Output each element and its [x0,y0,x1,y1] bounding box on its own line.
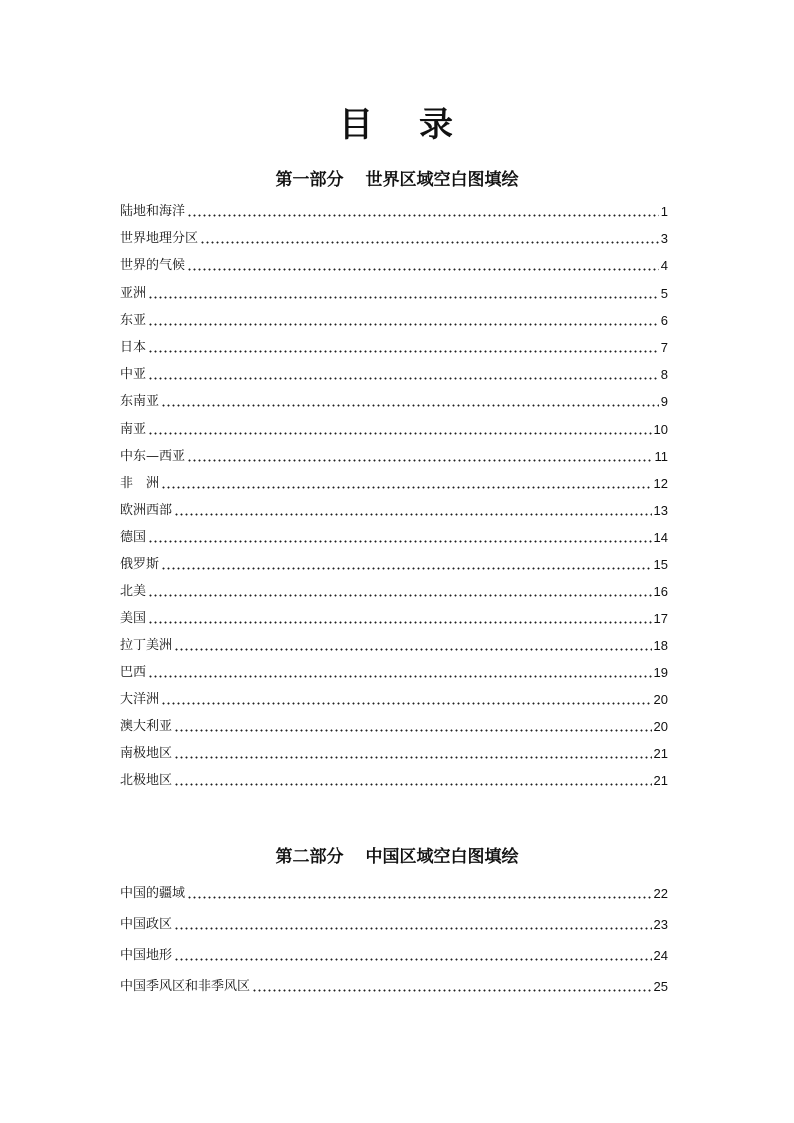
toc-entry[interactable] [120,447,668,467]
toc-entry-page: 16 [653,584,668,599]
dot-leader [174,783,652,786]
toc-entry-label: 南极地区 [120,746,173,761]
toc-entry[interactable] [120,609,668,629]
toc-entry-label: 中国的疆域 [120,886,186,901]
toc-entry[interactable] [120,636,668,656]
toc-entry-page: 5 [660,286,668,301]
toc-entry[interactable] [120,474,668,494]
toc-entry[interactable] [120,717,668,737]
toc-entry-page: 21 [653,773,668,788]
toc-entry[interactable] [120,946,668,966]
toc-entry-page: 17 [653,611,668,626]
toc-entry[interactable] [120,311,668,331]
toc-entry[interactable] [120,202,668,222]
toc-entry-label: 日本 [120,340,147,355]
toc-entry[interactable] [120,744,668,764]
toc-entry-label: 德国 [120,530,147,545]
toc-entry[interactable] [120,338,668,358]
toc-entry-label: 美国 [120,611,147,626]
toc-entry-label: 东南亚 [120,394,160,409]
toc-entry-page: 21 [653,746,668,761]
dot-leader [148,675,652,678]
dot-leader [174,729,652,732]
dot-leader [148,296,659,299]
dot-leader [148,377,659,380]
toc-entry-label: 澳大利亚 [120,719,173,734]
toc-entry-label: 中国季风区和非季风区 [120,979,251,994]
dot-leader [174,648,652,651]
toc-entry-page: 9 [660,394,668,409]
dot-leader [148,432,652,435]
toc-entry-page: 18 [653,638,668,653]
toc-entry-page: 1 [660,204,668,219]
section-2-prefix: 第二部分 [275,847,344,867]
toc-entry[interactable] [120,365,668,385]
toc-entry-page: 22 [653,886,668,901]
dot-leader [161,567,652,570]
toc-entry[interactable] [120,977,668,997]
page-title-char-2: 录 [419,105,455,145]
toc-entry[interactable] [120,284,668,304]
dot-leader [148,621,652,624]
page-title [0,100,794,150]
toc-entry[interactable] [120,256,668,276]
dot-leader [148,540,652,543]
toc-entry-label: 中东—西亚 [120,449,186,464]
toc-entry-label: 北极地区 [120,773,173,788]
dot-leader [174,927,652,930]
toc-entry-label: 俄罗斯 [120,557,160,572]
toc-entry-label: 陆地和海洋 [120,204,186,219]
toc-entry-label: 中国地形 [120,948,173,963]
toc-entry[interactable] [120,229,668,249]
toc-entry[interactable] [120,915,668,935]
toc-entry-page: 23 [653,917,668,932]
toc-entry-label: 拉丁美洲 [120,638,173,653]
dot-leader [187,268,659,271]
toc-entry-label: 世界的气候 [120,258,186,273]
section-1-prefix: 第一部分 [275,170,344,190]
dot-leader [174,513,652,516]
toc-entry-label: 中亚 [120,367,147,382]
toc-entry-page: 8 [660,367,668,382]
toc-entry-page: 13 [653,503,668,518]
section-1-title: 世界区域空白图填绘 [365,170,519,190]
section-heading-part-2 [0,845,794,869]
toc-entry[interactable] [120,663,668,683]
dot-leader [187,896,652,899]
toc-entry-page: 4 [660,258,668,273]
toc-entry-page: 14 [653,530,668,545]
toc-entry-label: 大洋洲 [120,692,160,707]
toc-entry-page: 20 [653,719,668,734]
toc-entry-page: 15 [653,557,668,572]
toc-entry-label: 中国政区 [120,917,173,932]
toc-entry-page: 19 [653,665,668,680]
dot-leader [252,989,652,992]
toc-entry-label: 欧洲西部 [120,503,173,518]
toc-entry[interactable] [120,555,668,575]
dot-leader [148,350,659,353]
toc-entry-label: 亚洲 [120,286,147,301]
dot-leader [161,404,659,407]
toc-entry-page: 10 [653,422,668,437]
toc-entry[interactable] [120,771,668,791]
toc-entry[interactable] [120,392,668,412]
dot-leader [161,486,652,489]
section-2-title: 中国区域空白图填绘 [365,847,519,867]
dot-leader [187,214,659,217]
toc-entry-page: 3 [660,231,668,246]
toc-entry-page: 25 [653,979,668,994]
dot-leader [161,702,652,705]
toc-entry-page: 6 [660,313,668,328]
toc-entry[interactable] [120,501,668,521]
dot-leader [174,958,652,961]
toc-entry-label: 非 洲 [120,476,160,491]
toc-entry[interactable] [120,420,668,440]
toc-entry[interactable] [120,884,668,904]
toc-entry[interactable] [120,528,668,548]
dot-leader [187,459,652,462]
dot-leader [148,594,652,597]
toc-entry-label: 巴西 [120,665,147,680]
toc-entry-page: 20 [653,692,668,707]
toc-entry[interactable] [120,582,668,602]
toc-entry-label: 东亚 [120,313,147,328]
toc-entry-page: 12 [653,476,668,491]
toc-entry[interactable] [120,690,668,710]
dot-leader [174,756,652,759]
dot-leader [200,241,659,244]
toc-entry-page: 7 [660,340,668,355]
toc-entry-label: 北美 [120,584,147,599]
toc-entry-page: 11 [654,449,668,464]
toc-entry-label: 世界地理分区 [120,231,199,246]
section-heading-part-1 [0,168,794,192]
toc-entry-page: 24 [653,948,668,963]
dot-leader [148,323,659,326]
toc-entry-label: 南亚 [120,422,147,437]
page-title-char-1: 目 [339,105,375,145]
